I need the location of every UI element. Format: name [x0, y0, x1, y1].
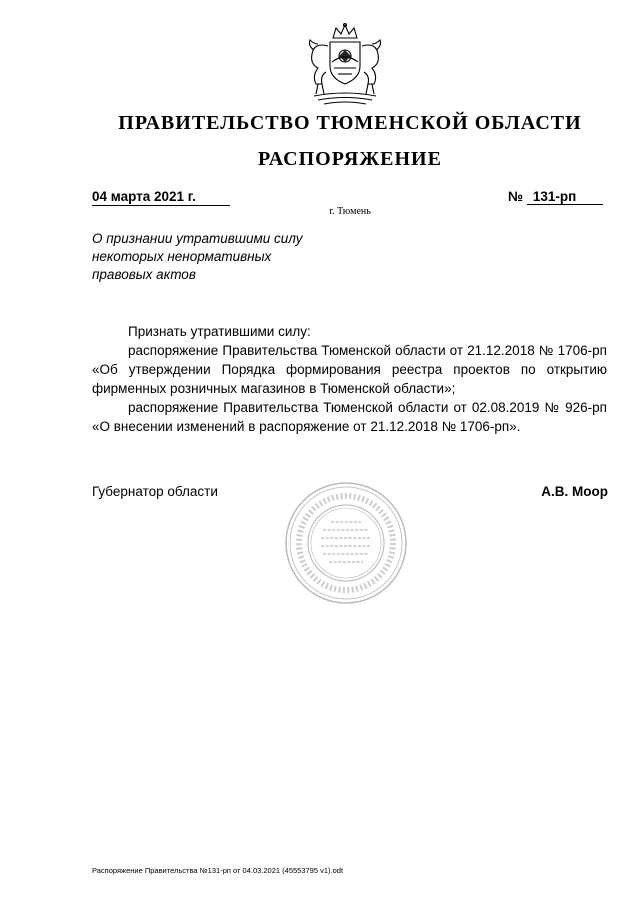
- official-seal-icon: [283, 480, 409, 606]
- document-subject: [92, 230, 332, 284]
- document-date: 04 марта 2021 г.: [92, 189, 230, 206]
- signer-title: Губернатор области: [92, 484, 218, 499]
- city-label: г. Тюмень: [329, 206, 371, 217]
- subject-line: О признании утратившими силу: [92, 231, 303, 246]
- body-item: распоряжение Правительства Тюменской области от 21.12.2018 № 1706-рп «Об утверждении Порядка формирования реестра проектов по открытию фирменных розничных магазинов в Тюменской области»;: [92, 343, 607, 396]
- body-intro: Признать утратившими силу:: [128, 324, 311, 339]
- document-footer: Распоряжение Правительства №131-рп от 04.03.2021 (45553795 v1).odt: [92, 866, 344, 875]
- organization-title: ПРАВИТЕЛЬСТВО ТЮМЕНСКОЙ ОБЛАСТИ: [118, 112, 582, 134]
- body-item: распоряжение Правительства Тюменской области от 02.08.2019 № 926-рп «О внесении изменений в распоряжение от 21.12.2018 № 1706-рп».: [92, 400, 607, 434]
- number-value: 131-рп: [527, 189, 603, 205]
- number-label: №: [508, 189, 524, 204]
- subject-line: некоторых ненормативных: [92, 249, 272, 264]
- document-body: [92, 322, 607, 436]
- document-number: [508, 189, 603, 205]
- signer-name: А.В. Моор: [541, 484, 608, 499]
- subject-line: правовых актов: [92, 267, 196, 282]
- document-type-title: РАСПОРЯЖЕНИЕ: [258, 148, 442, 170]
- coat-of-arms-icon: [300, 22, 390, 108]
